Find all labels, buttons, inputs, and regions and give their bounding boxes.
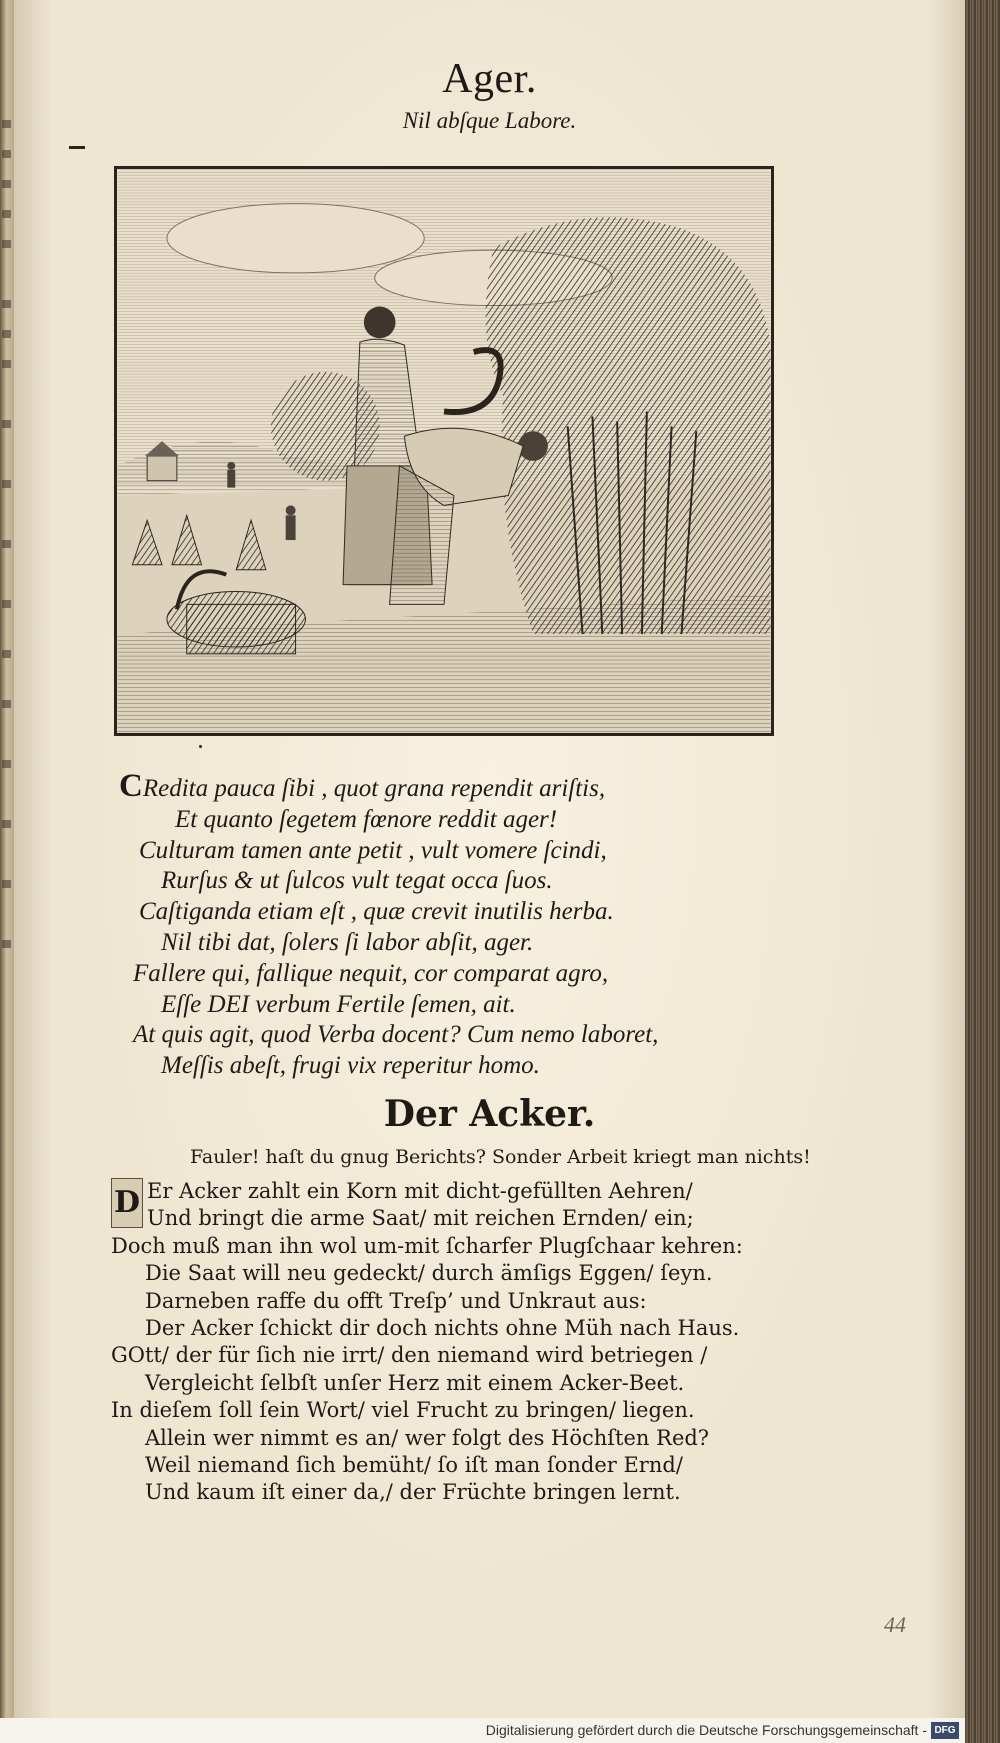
- german-line: Und kaum iſt einer da,/ der Früchte bringen lernt.: [145, 1480, 681, 1505]
- german-dropcap: D: [111, 1178, 143, 1228]
- german-line: Doch muß man ihn wol um-mit ſcharfer Plugſchaar kehren:: [111, 1233, 743, 1258]
- german-line: Darneben raffe du offt Treſp’ und Unkraut aus:: [145, 1288, 647, 1313]
- german-line: Allein wer nimmt es an/ wer folgt des Höchſten Red?: [145, 1425, 710, 1450]
- german-line: Der Acker ſchickt dir doch nichts ohne Müh nach Haus.: [145, 1316, 740, 1341]
- latin-line: Caſtiganda etiam eſt , quæ crevit inutilis herba.: [139, 898, 614, 926]
- page-number: 44: [884, 1612, 906, 1637]
- margin-mark: [69, 146, 85, 149]
- latin-line: Nil tibi dat, ſolers ſi labor abſit, ager.: [161, 928, 534, 956]
- latin-line: Rurſus & ut ſulcos vult tegat occa ſuos.: [161, 867, 553, 895]
- german-poem: [111, 1178, 831, 1507]
- german-title: Der Acker.: [383, 1093, 596, 1135]
- german-line: GOtt/ der für ſich nie irrt/ den niemand wird betriegen /: [111, 1343, 708, 1368]
- margin-dot: [199, 745, 202, 748]
- page-stack-edge: [965, 0, 1000, 1743]
- page-motto: Nil abſque Labore.: [402, 108, 577, 133]
- latin-poem: [119, 770, 839, 1082]
- german-line: Und bringt die arme Saat/ mit reichen Ernden/ ein;: [147, 1206, 694, 1231]
- latin-dropcap: C: [119, 768, 143, 804]
- harvest-engraving: [114, 166, 774, 736]
- german-line: Die Saat will neu gedeckt/ durch ämſigs Eggen/ ſeyn.: [145, 1261, 713, 1286]
- latin-line: Eſſe DEI verbum Fertile ſemen, ait.: [161, 990, 516, 1018]
- page-title: Ager.: [442, 56, 537, 102]
- digitization-footer: [0, 1718, 965, 1743]
- dfg-logo: DFG: [931, 1722, 959, 1739]
- latin-line: Et quanto ſegetem fœnore reddit ager!: [175, 805, 558, 833]
- facing-page-edge: [0, 0, 14, 1743]
- book-page: [14, 0, 965, 1743]
- german-line: D Er Acker zahlt ein Korn mit dicht-gefüllten Aehren/: [111, 1178, 831, 1205]
- latin-line: Fallere qui, fallique nequit, cor comparat agro,: [133, 959, 609, 987]
- latin-line: Meſſis abeſt, frugi vix reperitur homo.: [161, 1052, 540, 1080]
- german-subtitle: Fauler! haſt du gnug Berichts? Sonder Arbeit kriegt man nichts!: [190, 1146, 811, 1168]
- german-line: In dieſem ſoll ſein Wort/ viel Frucht zu bringen/ liegen.: [111, 1398, 695, 1423]
- latin-line: Culturam tamen ante petit , vult vomere ſcindi,: [139, 836, 607, 864]
- latin-line: CRedita pauca ſibi , quot grana rependit ariſtis,: [119, 768, 606, 804]
- german-line: Weil niemand ſich bemüht/ ſo iſt man ſonder Ernd/: [145, 1453, 683, 1478]
- german-line: Vergleicht ſelbſt unſer Herz mit einem Acker-Beet.: [145, 1370, 685, 1395]
- footer-text: Digitalisierung gefördert durch die Deutsche Forschungsgemeinschaft -: [485, 1722, 927, 1738]
- latin-line: At quis agit, quod Verba docent? Cum nemo laboret,: [133, 1021, 659, 1049]
